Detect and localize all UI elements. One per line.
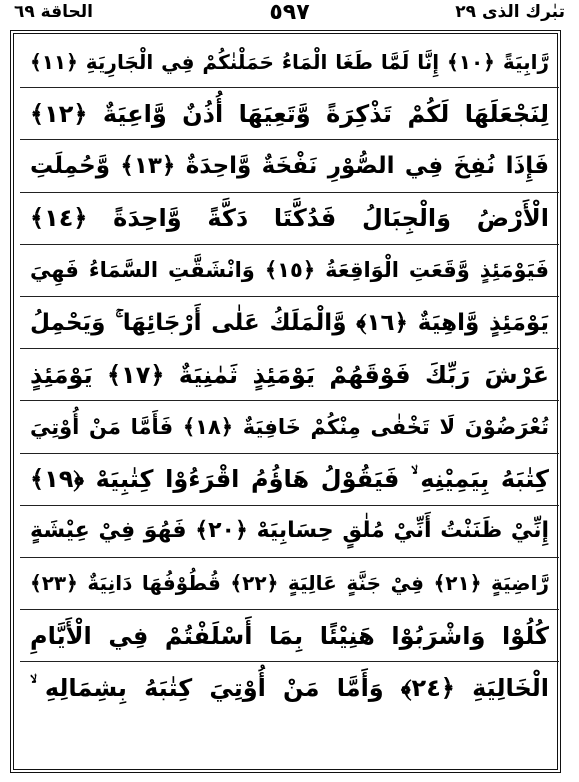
verse-text: الْخَالِيَةِ ﴿٢٤﴾ وَأَمَّا مَنْ أُوْتِيَ كِتٰبَهُ بِشِمَالِهِ ۙ — [30, 674, 550, 703]
verse-line-2 — [20, 88, 559, 140]
verse-line-13 — [20, 662, 559, 714]
verse-text: فَإِذَا نُفِخَ فِي الصُّوْرِ نَفْخَةٌ وَّاحِدَةٌ ﴿١٣﴾ وَّحُمِلَتِ — [30, 152, 550, 179]
verse-line-9 — [20, 454, 559, 506]
page-number: ٥٩٧ — [269, 0, 310, 25]
verse-text: إِنِّيْ ظَنَنْتُ أَنِّيْ مُلٰقٍ حِسَابِيَهْ ﴿٢٠﴾ فَهُوَ فِيْ عِيْشَةٍ — [30, 518, 549, 544]
verse-text: لِنَجْعَلَهَا لَكُمْ تَذْكِرَةً وَّتَعِيَهَا أُذُنٌ وَّاعِيَةٌ ﴿١٢﴾ — [30, 99, 549, 128]
verse-text: فَيَوْمَئِذٍ وَّقَعَتِ الْوَاقِعَةُ ﴿١٥﴾ وَانْشَقَّتِ السَّمَاءُ فَهِيَ — [30, 258, 549, 283]
verse-line-7 — [20, 349, 559, 401]
verse-line-4 — [20, 193, 559, 245]
surah-label: الحاقة ٦٩ — [14, 2, 93, 22]
verse-line-5 — [20, 245, 559, 297]
verse-text: رَّابِيَةً ﴿١٠﴾ إِنَّا لَمَّا طَغَا الْمَاءُ حَمَلْنٰكُمْ فِي الْجَارِيَةِ ﴿١١﴾ — [30, 49, 549, 74]
verse-text: عَرْشَ رَبِّكَ فَوْقَهُمْ يَوْمَئِذٍ ثَمٰنِيَةٌ ﴿١٧﴾ يَوْمَئِذٍ — [30, 360, 549, 389]
verse-line-10 — [20, 506, 559, 558]
verse-line-1 — [20, 36, 559, 88]
verse-text: الْأَرْضُ وَالْجِبَالُ فَدُكَّتَا دَكَّةً وَّاحِدَةً ﴿١٤﴾ — [30, 204, 549, 233]
verse-text: كِتٰبَهُ بِيَمِيْنِهِ ۙ فَيَقُوْلُ هَاؤُمُ اقْرَءُوْا كِتٰبِيَهْ ﴿١٩﴾ — [30, 465, 549, 494]
verse-text: يَوْمَئِذٍ وَّاهِيَةٌ ﴿١٦﴾ وَّالْمَلَكُ عَلٰى أَرْجَائِهَا ۚ وَيَحْمِلُ — [30, 309, 549, 336]
verse-line-8 — [20, 401, 559, 453]
verse-text: كُلُوْا وَاشْرَبُوْا هَنِيْئًا بِمَا أَسْلَفْتُمْ فِي الْأَيَّامِ — [30, 621, 549, 650]
verse-lines — [20, 36, 559, 767]
verse-line-6 — [20, 297, 559, 349]
verse-text: رَّاضِيَةٍ ﴿٢١﴾ فِيْ جَنَّةٍ عَالِيَةٍ ﴿٢٢﴾ قُطُوْفُهَا دَانِيَةٌ ﴿٢٣﴾ — [30, 571, 549, 596]
page-header — [0, 0, 579, 28]
juz-label: تبٰرك الذى ٢٩ — [455, 2, 565, 22]
verse-text: تُعْرَضُوْنَ لَا تَخْفٰى مِنْكُمْ خَافِيَةٌ ﴿١٨﴾ فَأَمَّا مَنْ أُوْتِيَ — [30, 414, 549, 439]
verse-line-3 — [20, 140, 559, 192]
verse-line-12 — [20, 610, 559, 662]
verse-line-11 — [20, 558, 559, 610]
